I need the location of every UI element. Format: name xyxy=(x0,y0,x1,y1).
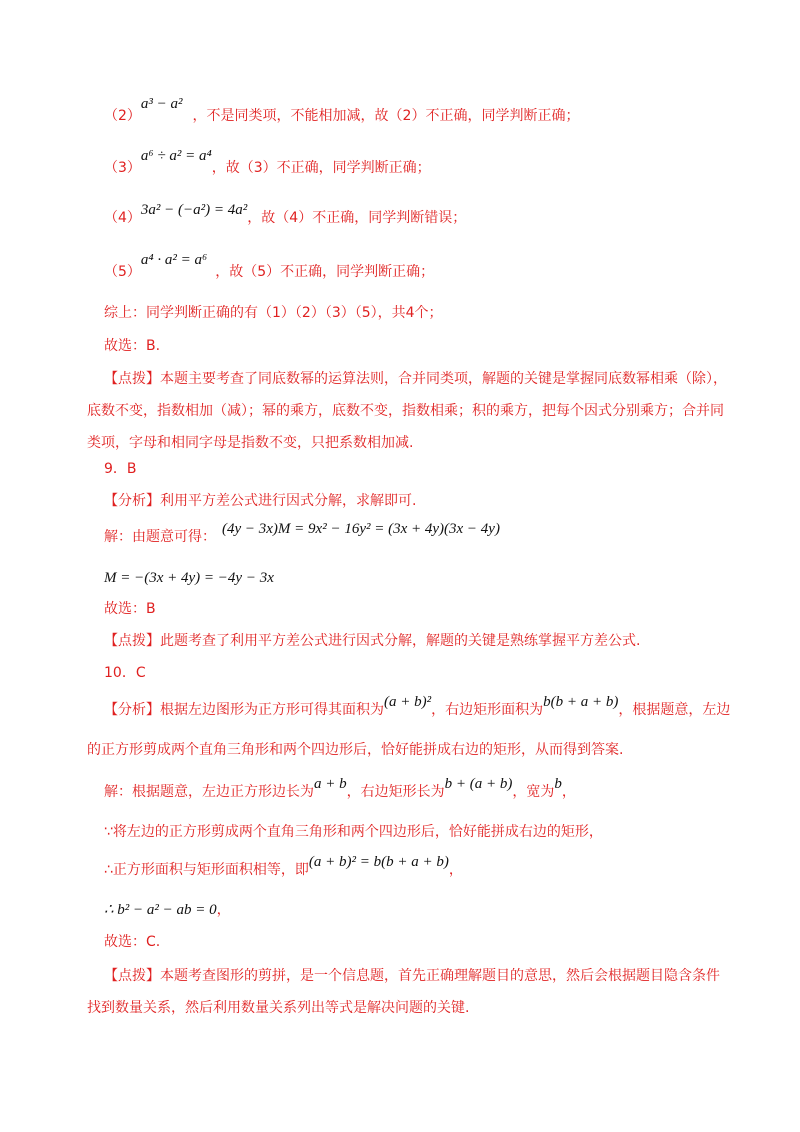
math-expression: (4y − 3x)M = 9x² − 16y² = (3x + 4y)(3x − 4y) xyxy=(222,521,500,537)
line-item-4 xyxy=(104,202,467,228)
solution-text: ，宽为 xyxy=(512,784,555,800)
dianbo-note-3-line-1: 【点拨】本题考查图形的剪拼，是一个信息题，首先正确理解题目的意思，然后会根据题目隐含条件 xyxy=(104,968,720,984)
math-expression: a + b xyxy=(314,776,347,792)
solution-9-line-1 xyxy=(104,521,500,547)
math-expression: b(b + a + b) xyxy=(543,694,619,710)
question-9-answer: 9．B xyxy=(104,461,137,477)
dianbo-note-2: 【点拨】此题考查了利用平方差公式进行因式分解，解题的关键是熟练掌握平方差公式. xyxy=(104,633,641,649)
math-expression: a⁶ ÷ a² = a⁴ xyxy=(140,148,212,164)
item-number: （2） xyxy=(104,108,141,124)
because-line: ∵将左边的正方形剪成两个直角三角形和两个四边形后，恰好能拼成右边的矩形， xyxy=(104,824,603,840)
solution-text: 解：根据题意，左边正方形边长为 xyxy=(104,784,314,800)
line-item-5 xyxy=(104,252,435,282)
dianbo-note-3-line-2: 找到数量关系，然后利用数量关系列出等式是解决问题的关键. xyxy=(87,1000,470,1016)
analysis-text: ，根据题意，左边 xyxy=(618,702,731,718)
answer-choice: 故选：B xyxy=(104,601,156,617)
math-expression: (a + b)² = b(b + a + b) xyxy=(308,854,449,870)
therefore-text: ， xyxy=(216,902,231,918)
math-expression: a⁴ · a² = a⁶ xyxy=(140,252,208,268)
solution-label: 解：由题意可得： xyxy=(104,529,216,545)
item-number: （5） xyxy=(104,264,141,280)
line-item-2 xyxy=(104,96,580,126)
answer-choice: 故选：B. xyxy=(104,338,161,354)
summary-line: 综上：同学判断正确的有（1）（2）（3）（5），共4个； xyxy=(104,305,443,321)
therefore-line-2 xyxy=(104,900,231,920)
answer-choice: 故选：C. xyxy=(104,934,161,950)
therefore-line-1 xyxy=(104,854,463,880)
therefore-text: ∴正方形面积与矩形面积相等，即 xyxy=(104,862,309,878)
analysis-10-line-1 xyxy=(104,694,731,720)
therefore-text: ， xyxy=(448,862,463,878)
math-expression: M = −(3x + 4y) = −4y − 3x xyxy=(104,570,274,586)
line-item-3 xyxy=(104,148,431,178)
analysis-text: ，右边矩形面积为 xyxy=(431,702,544,718)
item-text: ，不是同类项，不能相加减，故（2）不正确，同学判断正确； xyxy=(192,108,580,124)
solution-10-line-1 xyxy=(104,776,576,802)
dianbo-note-line-2: 底数不变，指数相加（减）；幂的乘方，底数不变，指数相乘；积的乘方，把每个因式分别乘方；合并同 xyxy=(87,403,724,419)
item-text: ，故（4）不正确，同学判断错误； xyxy=(247,210,467,226)
dianbo-note-line-1: 【点拨】本题主要考查了同底数幂的运算法则，合并同类项，解题的关键是掌握同底数幂相乘（除）， xyxy=(104,371,727,387)
math-expression: 3a² − (−a²) = 4a² xyxy=(140,202,248,218)
math-expression: b xyxy=(554,776,562,792)
question-10-answer: 10．C xyxy=(104,665,146,681)
solution-text: ， xyxy=(561,784,576,800)
analysis-10-line-2: 的正方形剪成两个直角三角形和两个四边形后，恰好能拼成右边的矩形，从而得到答案. xyxy=(87,742,624,758)
math-expression: (a + b)² xyxy=(384,694,432,710)
math-expression: b + (a + b) xyxy=(444,776,513,792)
analysis-9: 【分析】利用平方差公式进行因式分解，求解即可. xyxy=(104,493,417,509)
dianbo-note-line-3: 类项，字母和相同字母是指数不变，只把系数相加减. xyxy=(87,435,414,451)
solution-text: ，右边矩形长为 xyxy=(346,784,445,800)
math-expression: a³ − a² xyxy=(140,96,183,112)
item-number: （3） xyxy=(104,160,141,176)
analysis-text: 【分析】根据左边图形为正方形可得其面积为 xyxy=(104,702,384,718)
math-expression: ∴ b² − a² − ab = 0 xyxy=(104,902,217,918)
item-text: ，故（5）不正确，同学判断正确； xyxy=(215,264,435,280)
item-number: （4） xyxy=(104,210,141,226)
solution-9-line-2 xyxy=(104,568,274,588)
item-text: ，故（3）不正确，同学判断正确； xyxy=(211,160,431,176)
